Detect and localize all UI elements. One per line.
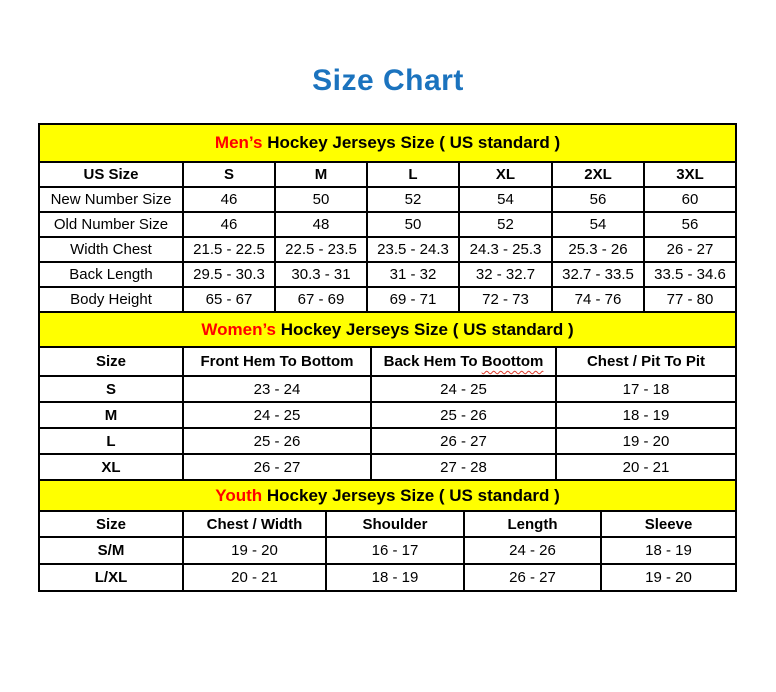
data-cell: 50 [275,187,367,212]
data-cell: 26 - 27 [183,454,371,480]
data-cell: 27 - 28 [371,454,556,480]
womens-section-header-text: Hockey Jerseys Size ( US standard ) [276,319,574,339]
table-row [39,287,736,312]
mens-section-header [39,124,736,162]
table-row [39,376,736,402]
data-cell: 26 - 27 [644,237,736,262]
data-cell: 48 [275,212,367,237]
data-cell: 54 [459,187,552,212]
data-cell: 24 - 26 [464,537,601,564]
row-label-cell: S/M [39,537,183,564]
data-cell: 65 - 67 [183,287,275,312]
womens-section-highlight: Women’s [201,319,276,339]
data-cell: 26 - 27 [371,428,556,454]
data-cell: 23 - 24 [183,376,371,402]
typo-word-squiggle: Boottom [481,353,544,370]
column-header-cell: XL [459,162,552,187]
data-cell: 24 - 25 [183,402,371,428]
column-header-cell-typo [371,347,556,376]
data-cell: 22.5 - 23.5 [275,237,367,262]
data-cell: 56 [552,187,644,212]
data-cell: 74 - 76 [552,287,644,312]
data-cell: 18 - 19 [326,564,464,591]
data-cell: 19 - 20 [601,564,736,591]
data-cell: 19 - 20 [183,537,326,564]
row-label-cell: New Number Size [39,187,183,212]
mens-section-highlight: Men’s [214,133,263,152]
data-cell: 46 [183,212,275,237]
data-cell: 33.5 - 34.6 [644,262,736,287]
typo-prefix: Back Hem To [383,353,482,370]
youth-column-header-row [39,511,736,537]
row-label-cell: Width Chest [39,237,183,262]
data-cell: 52 [367,187,459,212]
table-row [39,428,736,454]
data-cell: 24 - 25 [371,376,556,402]
youth-section-header [39,480,736,511]
data-cell: 24.3 - 25.3 [459,237,552,262]
data-cell: 25 - 26 [183,428,371,454]
data-cell: 20 - 21 [556,454,736,480]
mens-section-header-row [39,124,736,162]
column-header-cell: Chest / Width [183,511,326,537]
youth-size-table [38,479,737,592]
data-cell: 25 - 26 [371,402,556,428]
data-cell: 21.5 - 22.5 [183,237,275,262]
page-title: Size Chart [312,64,464,97]
womens-section-header [39,312,736,347]
mens-section-header-text: Hockey Jerseys Size ( US standard ) [262,133,561,152]
table-row [39,454,736,480]
data-cell: 30.3 - 31 [275,262,367,287]
data-cell: 25.3 - 26 [552,237,644,262]
row-label-cell: L [39,428,183,454]
table-row [39,402,736,428]
column-header-cell: Chest / Pit To Pit [556,347,736,376]
data-cell: 16 - 17 [326,537,464,564]
data-cell: 52 [459,212,552,237]
column-header-cell: S [183,162,275,187]
data-cell: 54 [552,212,644,237]
column-header-cell: Size [39,511,183,537]
column-header-cell: 3XL [644,162,736,187]
row-label-cell: L/XL [39,564,183,591]
data-cell: 26 - 27 [464,564,601,591]
data-cell: 32.7 - 33.5 [552,262,644,287]
column-header-cell: Length [464,511,601,537]
mens-column-header-row [39,162,736,187]
data-cell: 72 - 73 [459,287,552,312]
column-header-cell: M [275,162,367,187]
data-cell: 50 [367,212,459,237]
womens-size-table [38,311,737,481]
row-label-cell: XL [39,454,183,480]
column-header-cell: US Size [39,162,183,187]
table-row [39,537,736,564]
column-header-cell: L [367,162,459,187]
column-header-cell: Sleeve [601,511,736,537]
data-cell: 18 - 19 [556,402,736,428]
table-row [39,187,736,212]
youth-section-highlight: Youth [215,485,263,505]
column-header-cell: Front Hem To Bottom [183,347,371,376]
data-cell: 32 - 32.7 [459,262,552,287]
row-label-cell: Body Height [39,287,183,312]
womens-section-header-row [39,312,736,347]
row-label-cell: S [39,376,183,402]
data-cell: 29.5 - 30.3 [183,262,275,287]
column-header-cell: 2XL [552,162,644,187]
column-header-cell: Size [39,347,183,376]
data-cell: 18 - 19 [601,537,736,564]
data-cell: 20 - 21 [183,564,326,591]
data-cell: 56 [644,212,736,237]
data-cell: 67 - 69 [275,287,367,312]
row-label-cell: Back Length [39,262,183,287]
data-cell: 31 - 32 [367,262,459,287]
youth-section-header-text: Hockey Jerseys Size ( US standard ) [262,485,560,505]
data-cell: 17 - 18 [556,376,736,402]
size-chart-tables [38,123,735,592]
table-row [39,237,736,262]
column-header-cell: Shoulder [326,511,464,537]
data-cell: 23.5 - 24.3 [367,237,459,262]
mens-size-table [38,123,737,313]
womens-column-header-row [39,347,736,376]
data-cell: 77 - 80 [644,287,736,312]
row-label-cell: Old Number Size [39,212,183,237]
data-cell: 46 [183,187,275,212]
table-row [39,262,736,287]
data-cell: 69 - 71 [367,287,459,312]
youth-section-header-row [39,480,736,511]
row-label-cell: M [39,402,183,428]
table-row [39,564,736,591]
data-cell: 19 - 20 [556,428,736,454]
table-row [39,212,736,237]
data-cell: 60 [644,187,736,212]
